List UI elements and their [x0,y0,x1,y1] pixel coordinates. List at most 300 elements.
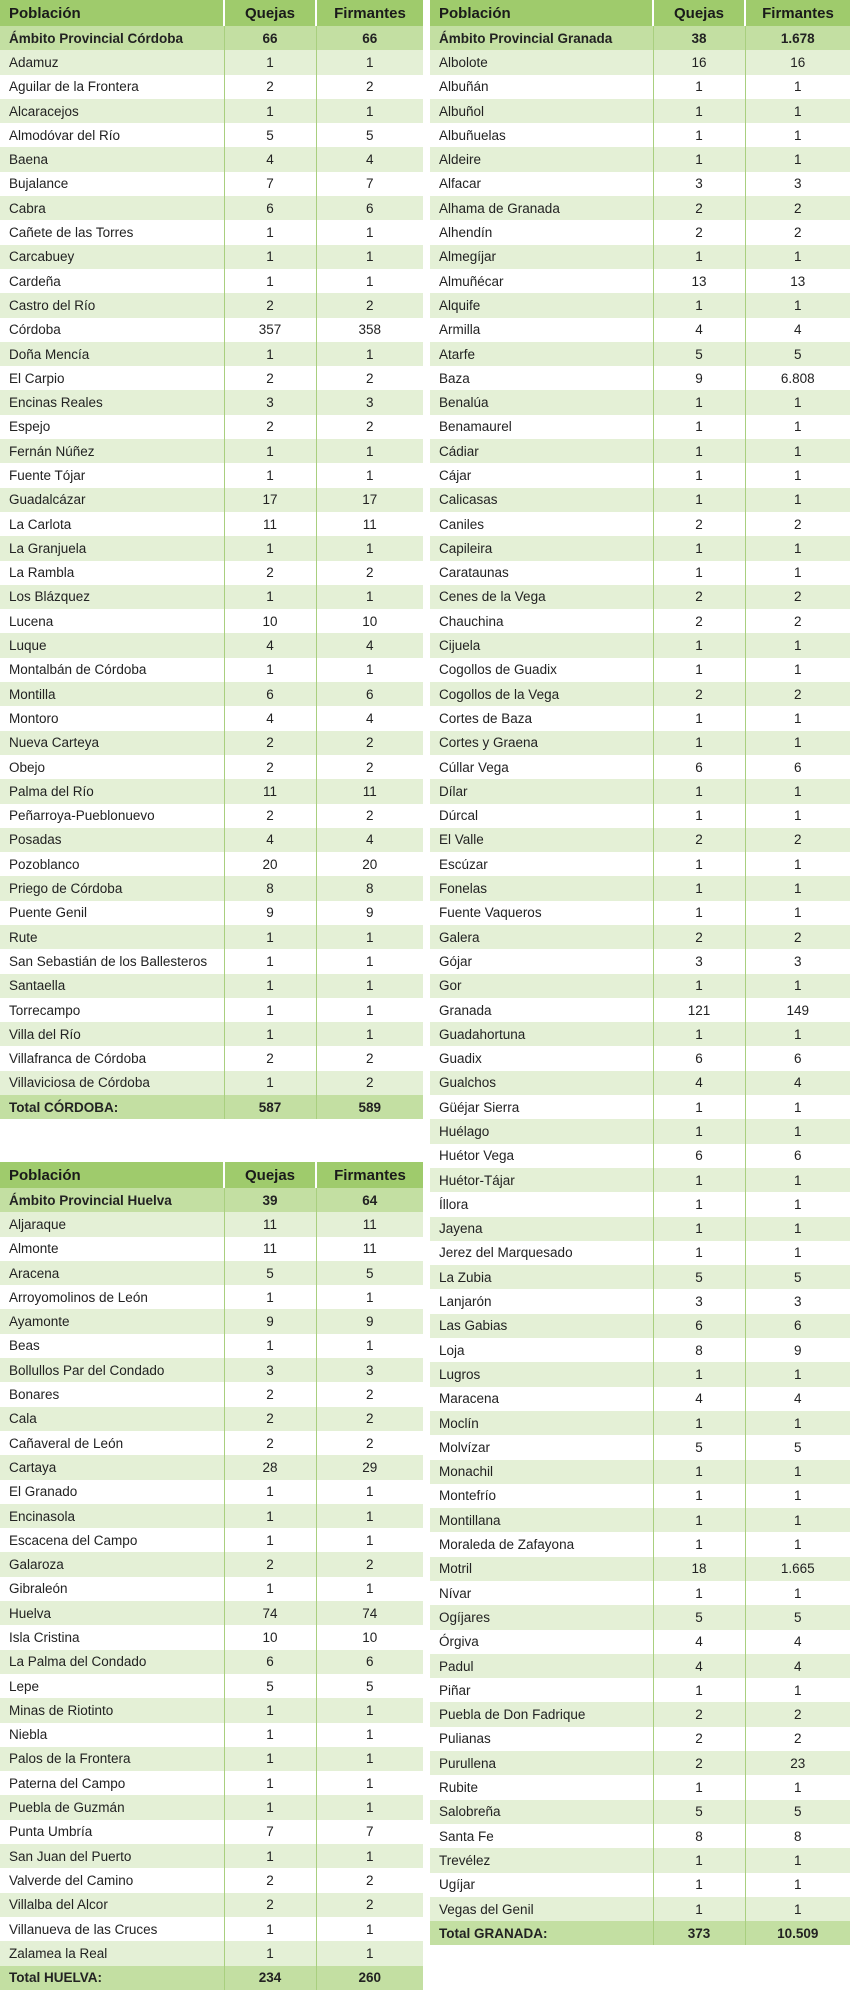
cell-quejas: 2 [653,196,745,220]
table-row [0,1528,423,1552]
cell-quejas: 1 [653,974,745,998]
cell-poblacion: Huélago [430,1119,653,1143]
cell-poblacion: San Juan del Puerto [0,1844,224,1868]
cell-poblacion: Cogollos de Guadix [430,658,653,682]
cell-firmantes: 6 [745,1314,850,1338]
cell-quejas: 1 [224,658,316,682]
cell-poblacion: Puente Genil [0,901,224,925]
cell-quejas: 28 [224,1455,316,1479]
cell-firmantes: 4 [745,318,850,342]
cell-firmantes: 5 [316,1674,423,1698]
cell-firmantes: 1 [316,1917,423,1941]
cell-quejas: 2 [224,75,316,99]
cell-poblacion: Obejo [0,755,224,779]
cell-firmantes: 23 [745,1751,850,1775]
cell-poblacion: Villalba del Alcor [0,1893,224,1917]
cell-firmantes: 1 [745,147,850,171]
cell-poblacion: Total CÓRDOBA: [0,1095,224,1119]
table-row [0,172,423,196]
cell-quejas: 11 [224,1237,316,1261]
cell-poblacion: Luque [0,633,224,657]
cell-quejas: 1 [653,1241,745,1265]
cell-poblacion: La Granjuela [0,536,224,560]
cell-quejas: 4 [653,1630,745,1654]
cell-quejas: 5 [653,1800,745,1824]
cell-firmantes: 2 [316,1868,423,1892]
cell-firmantes: 1 [316,50,423,74]
cell-quejas: 1 [224,1528,316,1552]
table-row [0,245,423,269]
cell-firmantes: 3 [316,390,423,414]
cell-poblacion: Cartaya [0,1455,224,1479]
cell-firmantes: 1 [745,390,850,414]
cell-firmantes: 7 [316,1820,423,1844]
ambito-row [0,1188,423,1212]
table-row [430,1727,850,1751]
table-row [0,269,423,293]
cell-poblacion: Motril [430,1557,653,1581]
cell-firmantes: 5 [745,1265,850,1289]
cell-firmantes: 1 [745,1678,850,1702]
header-poblacion: Población [0,1162,224,1188]
cell-poblacion: Maracena [430,1387,653,1411]
cell-poblacion: Monachil [430,1460,653,1484]
cell-firmantes: 2 [316,1046,423,1070]
table-row [0,366,423,390]
cell-poblacion: Armilla [430,318,653,342]
cell-firmantes: 1.665 [745,1557,850,1581]
cell-poblacion: Villaviciosa de Córdoba [0,1071,224,1095]
cell-poblacion: Palos de la Frontera [0,1747,224,1771]
cell-quejas: 1 [653,1095,745,1119]
cell-poblacion: Las Gabias [430,1314,653,1338]
table-row [430,901,850,925]
cell-quejas: 2 [653,512,745,536]
cell-poblacion: Lepe [0,1674,224,1698]
cell-poblacion: Cañaveral de León [0,1431,224,1455]
cell-poblacion: Montefrío [430,1484,653,1508]
cell-firmantes: 6 [745,755,850,779]
cell-poblacion: Montillana [430,1508,653,1532]
cell-quejas: 4 [224,147,316,171]
cell-firmantes: 1 [316,1771,423,1795]
table-row [430,390,850,414]
cell-firmantes: 2 [316,561,423,585]
cell-firmantes: 1 [745,1897,850,1921]
cell-firmantes: 11 [316,1237,423,1261]
cell-firmantes: 66 [316,26,423,50]
cell-firmantes: 1 [745,561,850,585]
cell-quejas: 121 [653,998,745,1022]
cell-firmantes: 1 [745,1411,850,1435]
cell-poblacion: Doña Mencía [0,342,224,366]
cell-quejas: 1 [224,1747,316,1771]
cell-firmantes: 1 [745,415,850,439]
cell-firmantes: 2 [316,731,423,755]
cell-poblacion: Almonte [0,1237,224,1261]
cell-firmantes: 149 [745,998,850,1022]
table-row [0,1698,423,1722]
cell-firmantes: 1 [316,269,423,293]
header-quejas: Quejas [224,0,316,26]
cell-quejas: 2 [224,415,316,439]
cell-firmantes: 1 [316,536,423,560]
cell-poblacion: Total GRANADA: [430,1921,653,1945]
cell-poblacion: Guadahortuna [430,1022,653,1046]
table-row [0,220,423,244]
cell-quejas: 9 [224,901,316,925]
table-row [430,99,850,123]
cell-poblacion: Loja [430,1338,653,1362]
cell-poblacion: Huétor-Tájar [430,1168,653,1192]
table-row [0,318,423,342]
cell-quejas: 1 [653,1217,745,1241]
table-row [430,293,850,317]
cell-firmantes: 1 [745,1508,850,1532]
table-row [430,123,850,147]
table-row [0,609,423,633]
table-row [430,1435,850,1459]
cell-firmantes: 1 [745,488,850,512]
cell-poblacion: Fuente Tójar [0,463,224,487]
cell-quejas: 1 [224,1941,316,1965]
table-row [0,342,423,366]
cell-poblacion: Alhendín [430,220,653,244]
cell-firmantes: 1 [316,1528,423,1552]
cell-poblacion: El Valle [430,828,653,852]
table-row [430,561,850,585]
cell-poblacion: Lanjarón [430,1289,653,1313]
cell-poblacion: Piñar [430,1678,653,1702]
cell-quejas: 1 [653,439,745,463]
cell-firmantes: 5 [745,1435,850,1459]
cell-firmantes: 11 [316,512,423,536]
cell-quejas: 1 [653,1168,745,1192]
cell-quejas: 39 [224,1188,316,1212]
cell-poblacion: La Carlota [0,512,224,536]
cell-quejas: 1 [653,1848,745,1872]
cell-quejas: 1 [653,390,745,414]
table-row [430,706,850,730]
table-row [430,1022,850,1046]
cell-firmantes: 1 [745,123,850,147]
cell-quejas: 38 [653,26,745,50]
cell-firmantes: 4 [316,828,423,852]
header-row [0,0,423,26]
table-row [0,974,423,998]
cell-firmantes: 1 [316,1723,423,1747]
cell-poblacion: Espejo [0,415,224,439]
cell-firmantes: 9 [745,1338,850,1362]
cell-firmantes: 2 [745,828,850,852]
table-row [0,463,423,487]
cell-quejas: 2 [653,1751,745,1775]
cell-poblacion: Almegíjar [430,245,653,269]
cell-poblacion: Albolote [430,50,653,74]
table-row [430,1217,850,1241]
cell-firmantes: 9 [316,1309,423,1333]
cell-firmantes: 1 [745,633,850,657]
cell-firmantes: 2 [316,415,423,439]
cell-poblacion: Pozoblanco [0,852,224,876]
cell-firmantes: 1 [745,1848,850,1872]
cell-quejas: 1 [653,1532,745,1556]
cell-quejas: 1 [653,779,745,803]
table-row [0,1407,423,1431]
cell-firmantes: 2 [316,1893,423,1917]
table-row [0,1650,423,1674]
header-poblacion: Población [430,0,653,26]
total-row [0,1966,423,1990]
cell-firmantes: 1 [316,1285,423,1309]
cell-poblacion: Niebla [0,1723,224,1747]
cell-quejas: 5 [224,123,316,147]
cell-quejas: 1 [653,1678,745,1702]
table-row [0,488,423,512]
cell-poblacion: Guadalcázar [0,488,224,512]
table-row [430,1557,850,1581]
table-row [0,901,423,925]
table-row [0,755,423,779]
cell-firmantes: 1 [316,949,423,973]
cell-poblacion: Bujalance [0,172,224,196]
cell-firmantes: 1 [745,1775,850,1799]
cell-firmantes: 1 [745,1484,850,1508]
table-row [430,1144,850,1168]
cell-firmantes: 2 [316,1407,423,1431]
cell-firmantes: 2 [745,585,850,609]
cell-poblacion: Cardeña [0,269,224,293]
cell-quejas: 2 [653,1727,745,1751]
cell-poblacion: Cogollos de la Vega [430,682,653,706]
cell-quejas: 7 [224,1820,316,1844]
total-row [0,1095,423,1119]
cell-quejas: 1 [224,245,316,269]
table-row [0,633,423,657]
cell-quejas: 1 [224,1504,316,1528]
cell-quejas: 2 [224,366,316,390]
cell-quejas: 16 [653,50,745,74]
cell-firmantes: 6 [316,196,423,220]
cell-poblacion: Jerez del Marquesado [430,1241,653,1265]
cell-quejas: 2 [224,1382,316,1406]
cell-firmantes: 6 [745,1144,850,1168]
cell-poblacion: Huétor Vega [430,1144,653,1168]
cell-poblacion: Palma del Río [0,779,224,803]
cell-quejas: 1 [653,123,745,147]
table-row [0,1893,423,1917]
cell-firmantes: 3 [745,172,850,196]
cell-firmantes: 8 [316,876,423,900]
cell-quejas: 1 [224,269,316,293]
cell-poblacion: Escúzar [430,852,653,876]
table-granada [430,0,850,1945]
table-row [0,1747,423,1771]
cell-firmantes: 589 [316,1095,423,1119]
cell-quejas: 2 [224,1431,316,1455]
cell-quejas: 1 [653,1775,745,1799]
cell-poblacion: Aracena [0,1261,224,1285]
cell-quejas: 1 [653,1119,745,1143]
cell-firmantes: 2 [745,1702,850,1726]
cell-poblacion: Alfacar [430,172,653,196]
cell-firmantes: 1 [745,804,850,828]
cell-poblacion: Alcaracejos [0,99,224,123]
cell-firmantes: 2 [316,1382,423,1406]
cell-firmantes: 1 [316,463,423,487]
cell-poblacion: Villa del Río [0,1022,224,1046]
table-row [0,1212,423,1236]
cell-firmantes: 7 [316,172,423,196]
cell-poblacion: Íllora [430,1192,653,1216]
table-row [430,925,850,949]
cell-poblacion: Calicasas [430,488,653,512]
cell-poblacion: Almodóvar del Río [0,123,224,147]
cell-poblacion: Alquife [430,293,653,317]
table-row [0,1941,423,1965]
cell-firmantes: 16 [745,50,850,74]
table-cordoba [0,0,423,1119]
cell-firmantes: 1 [745,75,850,99]
table-row [0,1552,423,1576]
table-row [0,536,423,560]
cell-firmantes: 1 [316,998,423,1022]
cell-quejas: 4 [224,828,316,852]
table-row [0,1237,423,1261]
cell-firmantes: 1.678 [745,26,850,50]
cell-poblacion: Villanueva de las Cruces [0,1917,224,1941]
cell-firmantes: 2 [316,1071,423,1095]
cell-quejas: 4 [653,1387,745,1411]
cell-firmantes: 64 [316,1188,423,1212]
header-firmantes: Firmantes [745,0,850,26]
table-row [430,366,850,390]
cell-poblacion: Almuñécar [430,269,653,293]
table-row [430,852,850,876]
cell-firmantes: 2 [316,366,423,390]
cell-quejas: 1 [224,1480,316,1504]
table-row [430,633,850,657]
table-row [430,536,850,560]
cell-firmantes: 1 [316,1577,423,1601]
cell-poblacion: Padul [430,1654,653,1678]
table-row [430,1095,850,1119]
cell-firmantes: 2 [745,220,850,244]
table-row [430,1241,850,1265]
cell-firmantes: 1 [316,342,423,366]
cell-firmantes: 1 [745,706,850,730]
cell-poblacion: Nueva Carteya [0,731,224,755]
cell-firmantes: 10 [316,609,423,633]
table-row [0,852,423,876]
cell-firmantes: 1 [745,1241,850,1265]
table-row [430,1387,850,1411]
table-row [430,50,850,74]
table-row [430,1751,850,1775]
table-row [430,1265,850,1289]
cell-quejas: 1 [224,1795,316,1819]
cell-quejas: 1 [224,1917,316,1941]
cell-firmantes: 4 [745,1071,850,1095]
cell-poblacion: Ámbito Provincial Córdoba [0,26,224,50]
cell-firmantes: 1 [316,1504,423,1528]
cell-quejas: 1 [653,1192,745,1216]
cell-poblacion: Dúrcal [430,804,653,828]
table-row [0,1723,423,1747]
cell-poblacion: Atarfe [430,342,653,366]
cell-poblacion: Alhama de Granada [430,196,653,220]
cell-quejas: 1 [653,901,745,925]
table-row [0,1625,423,1649]
table-row [430,949,850,973]
table-row [0,1577,423,1601]
cell-firmantes: 1 [316,585,423,609]
cell-firmantes: 11 [316,1212,423,1236]
cell-poblacion: Arroyomolinos de León [0,1285,224,1309]
table-row [0,439,423,463]
cell-firmantes: 1 [745,439,850,463]
cell-firmantes: 2 [745,925,850,949]
cell-firmantes: 1 [745,1217,850,1241]
cell-quejas: 2 [224,1552,316,1576]
cell-firmantes: 4 [745,1630,850,1654]
cell-poblacion: Encinas Reales [0,390,224,414]
table-row [430,1702,850,1726]
cell-poblacion: Castro del Río [0,293,224,317]
cell-quejas: 1 [653,561,745,585]
cell-poblacion: El Carpio [0,366,224,390]
table-row [430,1800,850,1824]
cell-poblacion: Rute [0,925,224,949]
cell-poblacion: Ugíjar [430,1873,653,1897]
cell-quejas: 1 [653,1897,745,1921]
table-row [0,561,423,585]
cell-poblacion: Escacena del Campo [0,1528,224,1552]
cell-quejas: 2 [653,682,745,706]
cell-firmantes: 6 [745,1046,850,1070]
cell-quejas: 1 [224,1771,316,1795]
cell-quejas: 2 [653,585,745,609]
cell-firmantes: 2 [745,1727,850,1751]
cell-quejas: 6 [653,1144,745,1168]
cell-poblacion: Córdoba [0,318,224,342]
cell-quejas: 1 [653,99,745,123]
cell-quejas: 1 [653,293,745,317]
cell-poblacion: Baena [0,147,224,171]
cell-firmantes: 1 [745,1119,850,1143]
cell-firmantes: 1 [745,876,850,900]
cell-poblacion: Granada [430,998,653,1022]
cell-quejas: 1 [224,1844,316,1868]
cell-quejas: 1 [653,463,745,487]
cell-firmantes: 1 [316,658,423,682]
table-row [0,123,423,147]
cell-quejas: 18 [653,1557,745,1581]
cell-quejas: 4 [224,706,316,730]
cell-firmantes: 1 [316,1698,423,1722]
cell-poblacion: Puebla de Guzmán [0,1795,224,1819]
cell-quejas: 1 [224,439,316,463]
cell-firmantes: 1 [745,1362,850,1386]
cell-quejas: 1 [653,633,745,657]
cell-quejas: 8 [653,1824,745,1848]
cell-firmantes: 1 [745,901,850,925]
cell-poblacion: Lugros [430,1362,653,1386]
cell-quejas: 10 [224,609,316,633]
table-row [0,804,423,828]
cell-poblacion: Gibraleón [0,1577,224,1601]
cell-poblacion: Carcabuey [0,245,224,269]
